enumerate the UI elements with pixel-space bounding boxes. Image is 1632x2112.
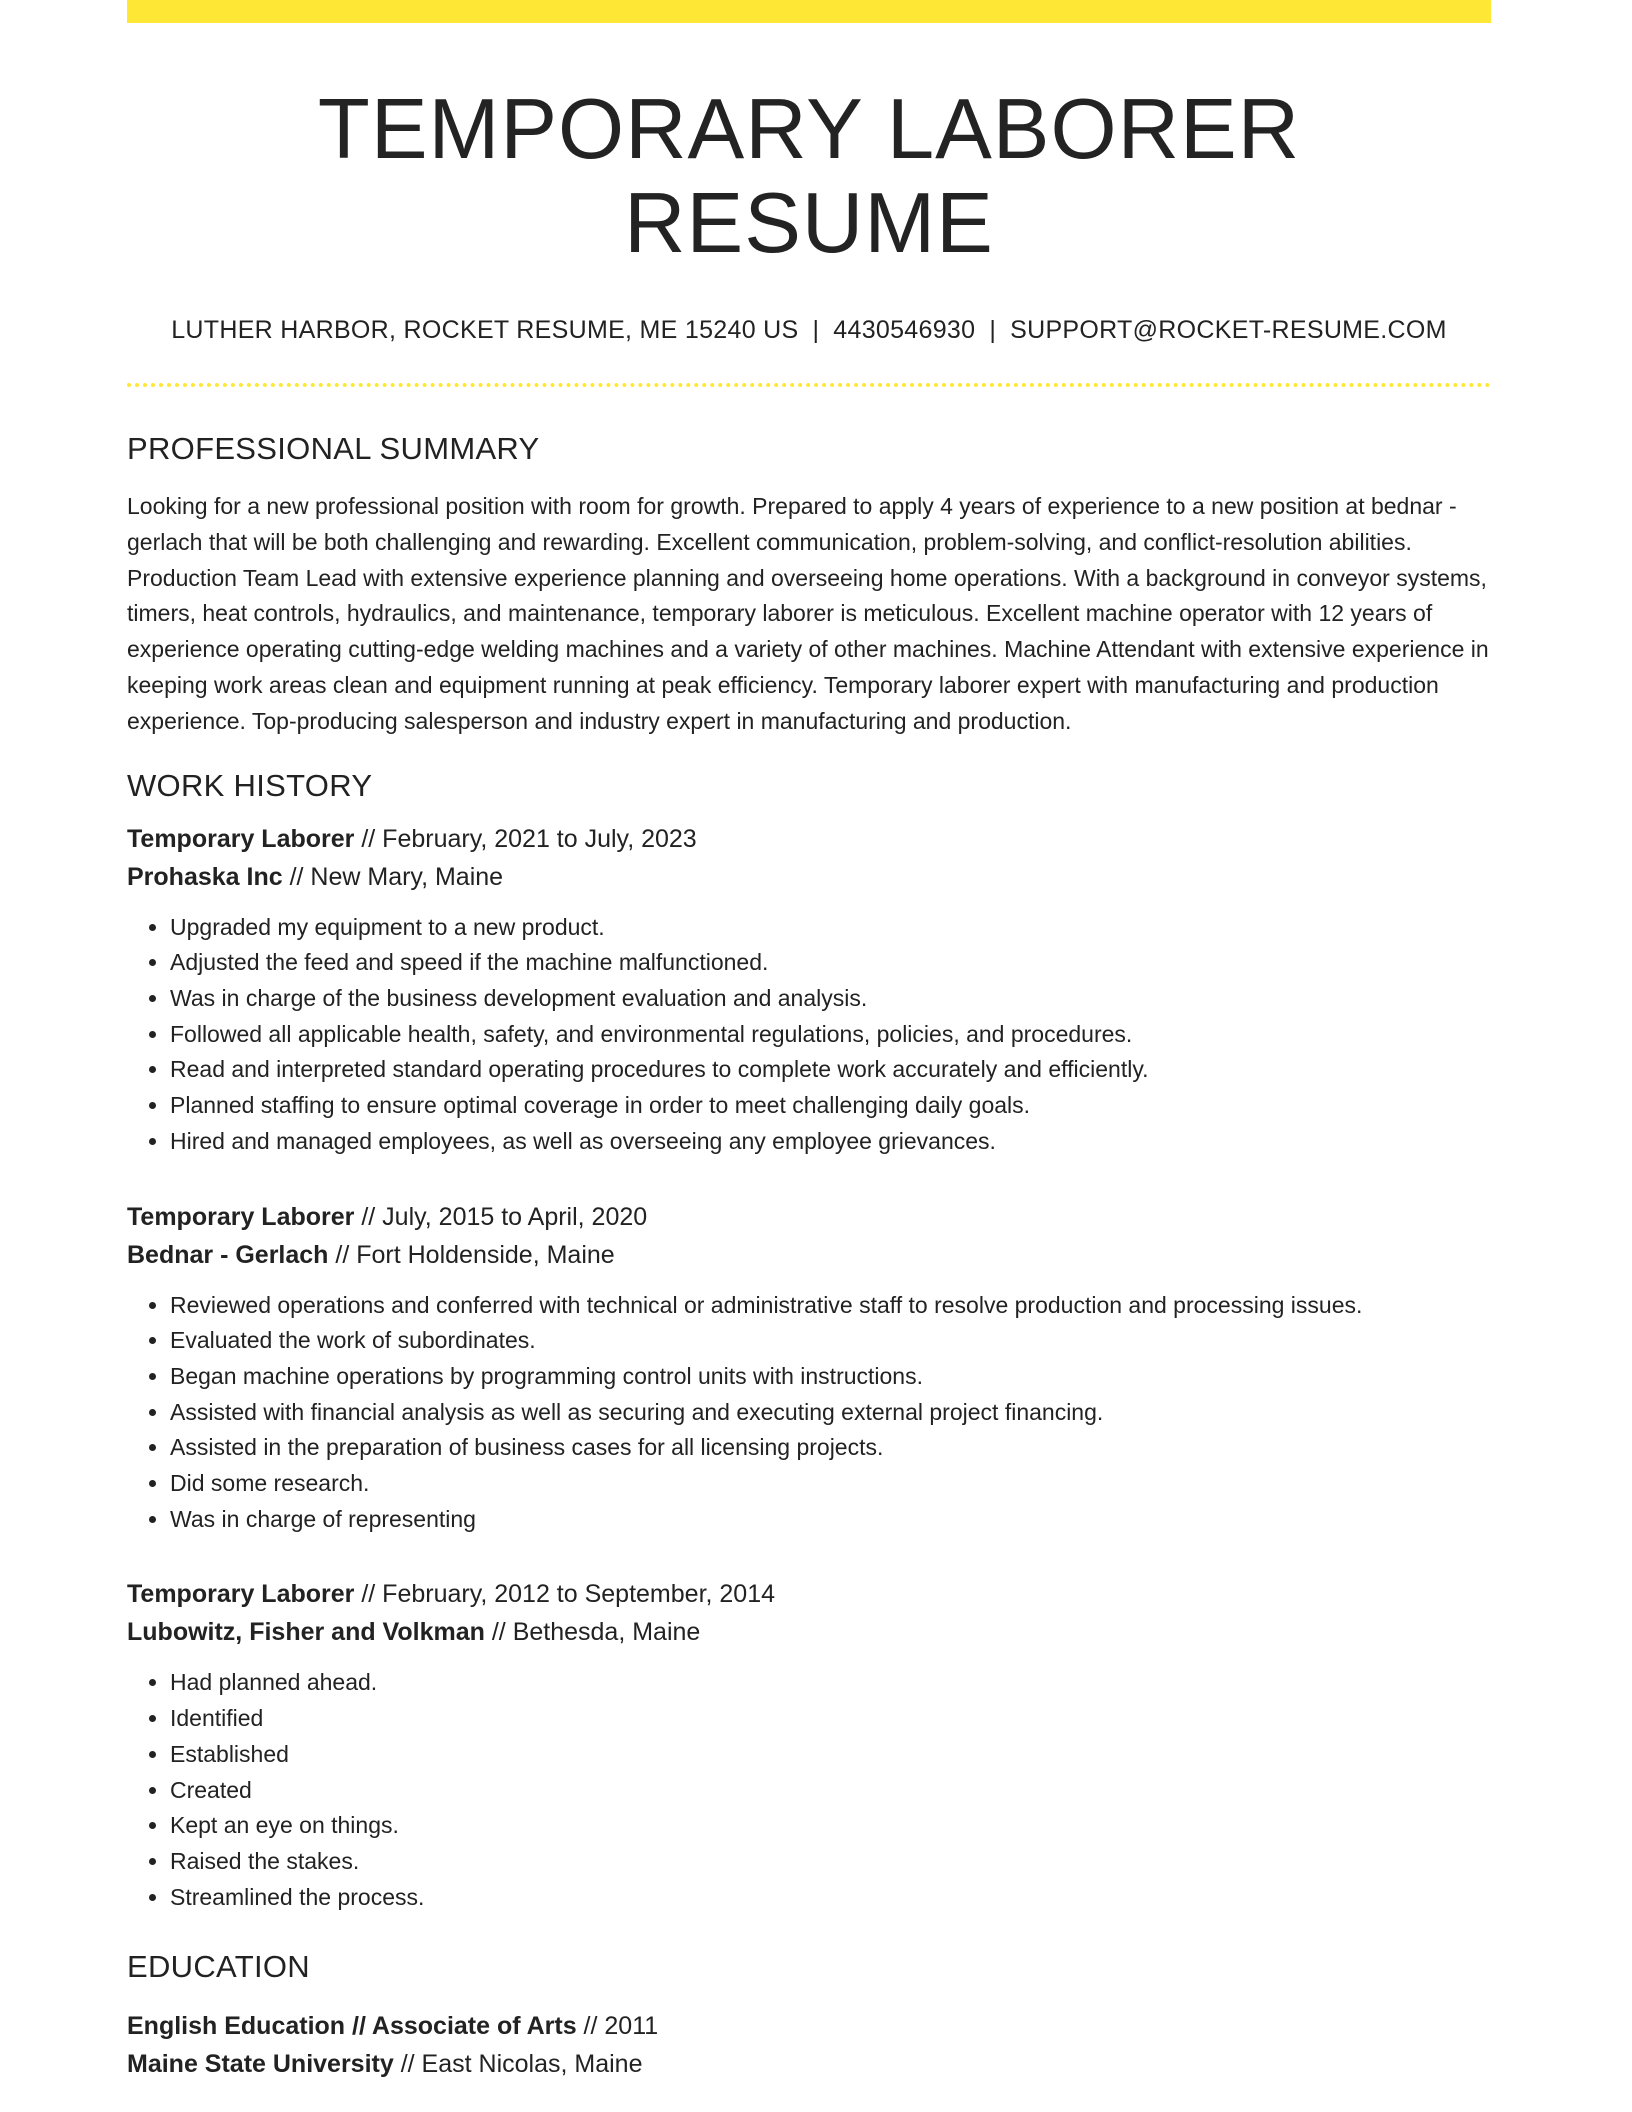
job-title-line xyxy=(127,820,1491,858)
job-bullet-list xyxy=(127,910,1491,1160)
list-item: • Kept an eye on things. xyxy=(170,1808,1491,1844)
list-item: • Read and interpreted standard operating procedures to complete work accurately and efficiently. xyxy=(170,1052,1491,1088)
list-item: • Was in charge of the business development evaluation and analysis. xyxy=(170,981,1491,1017)
list-item: • Reviewed operations and conferred with technical or administrative staff to resolve production and processing issues. xyxy=(170,1288,1491,1324)
job-bullet-list xyxy=(127,1288,1491,1538)
list-item: • Hired and managed employees, as well as overseeing any employee grievances. xyxy=(170,1124,1491,1160)
work-history-heading: WORK HISTORY xyxy=(127,767,373,803)
education-year: // 2011 xyxy=(576,2012,659,2041)
top-accent-bar xyxy=(127,0,1491,23)
job-title: Temporary Laborer xyxy=(127,1580,355,1609)
job-entry xyxy=(127,1575,1491,1915)
job-bullet-list xyxy=(127,1665,1491,1915)
contact-line xyxy=(127,316,1491,345)
list-item: • Streamlined the process. xyxy=(170,1880,1491,1916)
resume-title: TEMPORARY LABORER RESUME xyxy=(317,82,1301,271)
education-degree: English Education // Associate of Arts xyxy=(127,2012,577,2041)
education-school-line xyxy=(127,2045,1491,2083)
job-company-line xyxy=(127,1613,1491,1651)
job-company: Bednar - Gerlach xyxy=(127,1240,329,1269)
job-company: Prohaska Inc xyxy=(127,862,283,891)
job-company-line xyxy=(127,1236,1491,1274)
list-item: • Evaluated the work of subordinates. xyxy=(170,1323,1491,1359)
list-item: • Began machine operations by programming control units with instructions. xyxy=(170,1359,1491,1395)
job-dates: // July, 2015 to April, 2020 xyxy=(354,1202,648,1231)
education-degree-line xyxy=(127,2007,1491,2045)
list-item: • Planned staffing to ensure optimal coverage in order to meet challenging daily goals. xyxy=(170,1088,1491,1124)
job-location: // New Mary, Maine xyxy=(282,862,504,891)
job-entry xyxy=(127,820,1491,1160)
list-item: • Assisted in the preparation of business cases for all licensing projects. xyxy=(170,1430,1491,1466)
job-company: Lubowitz, Fisher and Volkman xyxy=(127,1618,485,1647)
job-title: Temporary Laborer xyxy=(127,1202,355,1231)
list-item: • Established xyxy=(170,1737,1491,1773)
summary-text: Looking for a new professional position with room for growth. Prepared to apply 4 years of experience to a new position at bednar - gerlach that will be both challenging and rewarding. Excellent communication, problem-solving, and conflict-resolution abilities. Production Team Lead with extensive experience planning and overseeing home operations. With a background in conveyor systems, timers, heat controls, hydraulics, and maintenance, temporary laborer is meticulous. Excellent machine operator with 12 years of experience operating cutting-edge welding machines and a variety of other machines. Machine Attendant with extensive experience in keeping work areas clean and equipment running at peak efficiency. Temporary laborer expert with manufacturing and production experience. Top-producing salesperson and industry expert in manufacturing and production. xyxy=(127,493,1489,734)
job-dates: // February, 2012 to September, 2014 xyxy=(354,1580,776,1609)
job-location: // Bethesda, Maine xyxy=(484,1618,701,1647)
resume-page xyxy=(127,0,1491,2083)
job-title-line xyxy=(127,1575,1491,1613)
contact-separator: | xyxy=(812,316,820,344)
education-location: // East Nicolas, Maine xyxy=(393,2050,643,2079)
list-item: • Adjusted the feed and speed if the machine malfunctioned. xyxy=(170,945,1491,981)
contact-separator: | xyxy=(989,316,997,344)
list-item: • Did some research. xyxy=(170,1466,1491,1502)
list-item: • Followed all applicable health, safety, and environmental regulations, policies, and procedures. xyxy=(170,1017,1491,1053)
list-item: • Created xyxy=(170,1773,1491,1809)
list-item: • Raised the stakes. xyxy=(170,1844,1491,1880)
list-item: • Was in charge of representing xyxy=(170,1502,1491,1538)
contact-address: LUTHER HARBOR, ROCKET RESUME, ME 15240 US xyxy=(171,316,799,344)
job-title-line xyxy=(127,1198,1491,1236)
job-title: Temporary Laborer xyxy=(127,824,355,853)
dotted-divider xyxy=(127,383,1491,387)
list-item: • Upgraded my equipment to a new product. xyxy=(170,910,1491,946)
contact-email: SUPPORT@ROCKET-RESUME.COM xyxy=(1010,316,1447,344)
job-entry xyxy=(127,1198,1491,1538)
education-school: Maine State University xyxy=(127,2050,394,2079)
list-item: • Identified xyxy=(170,1701,1491,1737)
summary-heading: PROFESSIONAL SUMMARY xyxy=(127,431,540,466)
list-item: • Assisted with financial analysis as well as securing and executing external project financing. xyxy=(170,1395,1491,1431)
list-item: • Had planned ahead. xyxy=(170,1665,1491,1701)
contact-phone: 4430546930 xyxy=(833,316,976,344)
education-heading: EDUCATION xyxy=(127,1949,310,1985)
job-company-line xyxy=(127,858,1491,896)
job-location: // Fort Holdenside, Maine xyxy=(328,1240,615,1269)
job-dates: // February, 2021 to July, 2023 xyxy=(354,824,697,853)
